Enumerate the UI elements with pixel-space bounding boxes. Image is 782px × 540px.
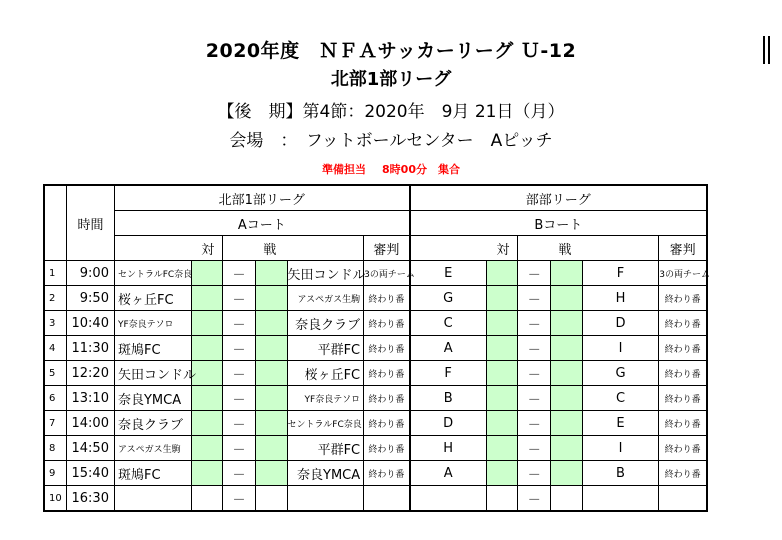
match-number: 2 (44, 286, 66, 311)
schedule-table (43, 184, 711, 512)
court-b-home-score (486, 311, 518, 336)
court-a-referee: 終わり番 (364, 361, 410, 386)
court-a-away-score (255, 261, 287, 286)
court-b-home-team: C (410, 311, 487, 336)
right-sen-header: 戦 (551, 236, 659, 261)
court-a-away-score (255, 311, 287, 336)
court-b-referee: 終わり番 (659, 411, 707, 436)
match-number: 5 (44, 361, 66, 386)
court-b-home-team: A (410, 461, 487, 486)
court-a-dash: － (223, 311, 256, 336)
court-b-home-team (410, 486, 487, 512)
court-a-home-score (191, 386, 223, 411)
left-court-header: Aコート (114, 211, 409, 236)
table-row (44, 461, 707, 486)
court-a-referee: 終わり番 (364, 386, 410, 411)
match-time: 14:50 (66, 436, 114, 461)
court-a-referee: 終わり番 (364, 461, 410, 486)
court-a-dash: － (223, 361, 256, 386)
court-a-dash: － (223, 486, 256, 512)
court-b-away-score (551, 261, 583, 286)
table-row (44, 261, 707, 286)
court-a-dash: － (223, 411, 256, 436)
table-row (44, 436, 707, 461)
court-a-dash: － (223, 261, 256, 286)
court-a-referee: 終わり番 (364, 311, 410, 336)
court-b-home-score (486, 486, 518, 512)
court-a-away-team: アスペガス生駒 (287, 286, 364, 311)
court-b-away-team: F (582, 261, 659, 286)
court-a-away-team: 奈良YMCA (287, 461, 364, 486)
court-a-referee: 終わり番 (364, 411, 410, 436)
court-b-home-score (486, 461, 518, 486)
court-b-home-team: D (410, 411, 487, 436)
match-number: 6 (44, 386, 66, 411)
league-subtitle: 北部1部リーグ (330, 69, 452, 90)
assemble-time: 8時00分 集合 (382, 163, 460, 176)
court-a-home-score (191, 311, 223, 336)
court-b-dash: － (518, 286, 551, 311)
court-b-referee: 終わり番 (659, 286, 707, 311)
court-a-away-team: セントラルFC奈良 (287, 411, 364, 436)
match-time: 10:40 (66, 311, 114, 336)
court-a-away-team: 桜ヶ丘FC (287, 361, 364, 386)
court-b-home-score (486, 336, 518, 361)
bracket-mark (763, 36, 770, 64)
court-a-away-score (255, 486, 287, 512)
court-a-referee: 終わり番 (364, 336, 410, 361)
court-b-away-team: H (582, 286, 659, 311)
match-time: 13:10 (66, 386, 114, 411)
court-a-dash: － (223, 461, 256, 486)
court-b-dash: － (518, 386, 551, 411)
court-a-dash: － (223, 436, 256, 461)
court-b-home-team: B (410, 386, 487, 411)
court-a-dash: － (223, 286, 256, 311)
court-b-away-team: I (582, 336, 659, 361)
court-b-away-score (551, 436, 583, 461)
court-b-dash: － (518, 411, 551, 436)
court-b-referee: 終わり番 (659, 361, 707, 386)
court-a-home-team: 奈良クラブ (114, 411, 191, 436)
court-a-home-team: セントラルFC奈良 (114, 261, 191, 286)
match-time: 16:30 (66, 486, 114, 512)
court-b-away-score (551, 461, 583, 486)
court-a-home-score (191, 486, 223, 512)
court-a-away-score (255, 461, 287, 486)
court-b-referee: 終わり番 (659, 461, 707, 486)
court-b-away-team: D (582, 311, 659, 336)
court-b-away-score (551, 386, 583, 411)
court-a-dash: － (223, 336, 256, 361)
court-a-away-team: YF奈良テソロ (287, 386, 364, 411)
court-a-referee: 終わり番 (364, 286, 410, 311)
court-b-home-team: H (410, 436, 487, 461)
court-a-referee: 終わり番 (364, 436, 410, 461)
court-b-away-team: I (582, 436, 659, 461)
table-row (44, 336, 707, 361)
court-b-away-score (551, 411, 583, 436)
court-b-away-score (551, 361, 583, 386)
court-a-away-score (255, 286, 287, 311)
court-b-away-team: G (582, 361, 659, 386)
assembly-note (0, 161, 782, 177)
right-vs-header: 対 (410, 236, 518, 261)
court-a-home-score (191, 411, 223, 436)
court-a-home-team: 桜ヶ丘FC (114, 286, 191, 311)
table-row (44, 286, 707, 311)
court-b-home-score (486, 261, 518, 286)
left-referee-header: 審判 (364, 236, 410, 261)
court-b-dash: － (518, 461, 551, 486)
header-corner (44, 185, 66, 261)
right-referee-header: 審判 (659, 236, 707, 261)
court-b-referee: 終わり番 (659, 436, 707, 461)
match-number: 8 (44, 436, 66, 461)
court-a-away-score (255, 411, 287, 436)
court-a-home-score (191, 461, 223, 486)
court-a-away-team: 平群FC (287, 336, 364, 361)
court-b-dash: － (518, 261, 551, 286)
court-a-home-team: YF奈良テソロ (114, 311, 191, 336)
match-number: 7 (44, 411, 66, 436)
court-a-home-score (191, 261, 223, 286)
round-info: 【後 期】第4節：2020年 9月 21日（月） (217, 102, 565, 122)
court-a-home-team: 斑鳩FC (114, 336, 191, 361)
match-number: 10 (44, 486, 66, 512)
court-b-away-team: B (582, 461, 659, 486)
right-league-header: 部部リーグ (410, 185, 707, 211)
court-b-referee (659, 486, 707, 512)
match-number: 9 (44, 461, 66, 486)
court-a-home-team: アスペガス生駒 (114, 436, 191, 461)
court-a-home-team: 斑鳩FC (114, 461, 191, 486)
match-time: 15:40 (66, 461, 114, 486)
court-b-home-team: E (410, 261, 487, 286)
court-a-away-score (255, 336, 287, 361)
court-b-referee: 終わり番 (659, 311, 707, 336)
match-time: 9:00 (66, 261, 114, 286)
court-b-dash: － (518, 436, 551, 461)
court-b-dash: － (518, 486, 551, 512)
court-a-away-score (255, 386, 287, 411)
document-title: 2020年度 ＮＦＡサッカーリーグ Ｕ-12 (205, 40, 577, 62)
court-b-home-score (486, 361, 518, 386)
venue-info: 会場 ： フットボールセンター Aピッチ (229, 131, 553, 151)
court-a-home-team: 矢田コンドル (114, 361, 191, 386)
court-a-dash: － (223, 386, 256, 411)
court-b-home-score (486, 436, 518, 461)
court-b-referee: 3の両チーム (659, 261, 707, 286)
match-number: 1 (44, 261, 66, 286)
right-court-header: Bコート (410, 211, 707, 236)
court-a-home-team (114, 486, 191, 512)
court-b-referee: 終わり番 (659, 336, 707, 361)
court-b-away-score (551, 286, 583, 311)
court-b-home-score (486, 286, 518, 311)
time-header: 時間 (66, 185, 114, 261)
court-a-away-score (255, 436, 287, 461)
court-a-referee: 3の両チーム (364, 261, 410, 286)
match-number: 3 (44, 311, 66, 336)
match-time: 9:50 (66, 286, 114, 311)
match-number: 4 (44, 336, 66, 361)
table-row (44, 361, 707, 386)
court-a-away-team (287, 486, 364, 512)
court-b-away-team (582, 486, 659, 512)
court-b-home-score (486, 411, 518, 436)
court-b-away-score (551, 486, 583, 512)
court-b-referee: 終わり番 (659, 386, 707, 411)
court-b-dash: － (518, 361, 551, 386)
left-vs-header: 対 (114, 236, 222, 261)
court-b-away-team: E (582, 411, 659, 436)
court-b-home-score (486, 386, 518, 411)
court-a-home-team: 奈良YMCA (114, 386, 191, 411)
match-time: 12:20 (66, 361, 114, 386)
court-b-home-team: G (410, 286, 487, 311)
court-a-away-score (255, 361, 287, 386)
court-a-away-team: 奈良クラブ (287, 311, 364, 336)
court-b-dash: － (518, 311, 551, 336)
court-a-away-team: 矢田コンドル (287, 261, 364, 286)
court-b-away-team: C (582, 386, 659, 411)
court-b-home-team: A (410, 336, 487, 361)
left-sen-header: 戦 (255, 236, 363, 261)
court-a-home-score (191, 336, 223, 361)
table-row (44, 386, 707, 411)
prep-label: 準備担当 (322, 163, 367, 176)
table-row (44, 411, 707, 436)
left-league-header: 北部1部リーグ (114, 185, 409, 211)
court-a-home-score (191, 286, 223, 311)
court-a-home-score (191, 436, 223, 461)
court-a-referee (364, 486, 410, 512)
table-row (44, 486, 707, 512)
match-time: 14:00 (66, 411, 114, 436)
court-a-away-team: 平群FC (287, 436, 364, 461)
table-row (44, 311, 707, 336)
court-b-away-score (551, 311, 583, 336)
match-time: 11:30 (66, 336, 114, 361)
court-b-home-team: F (410, 361, 487, 386)
court-b-away-score (551, 336, 583, 361)
court-b-dash: － (518, 336, 551, 361)
